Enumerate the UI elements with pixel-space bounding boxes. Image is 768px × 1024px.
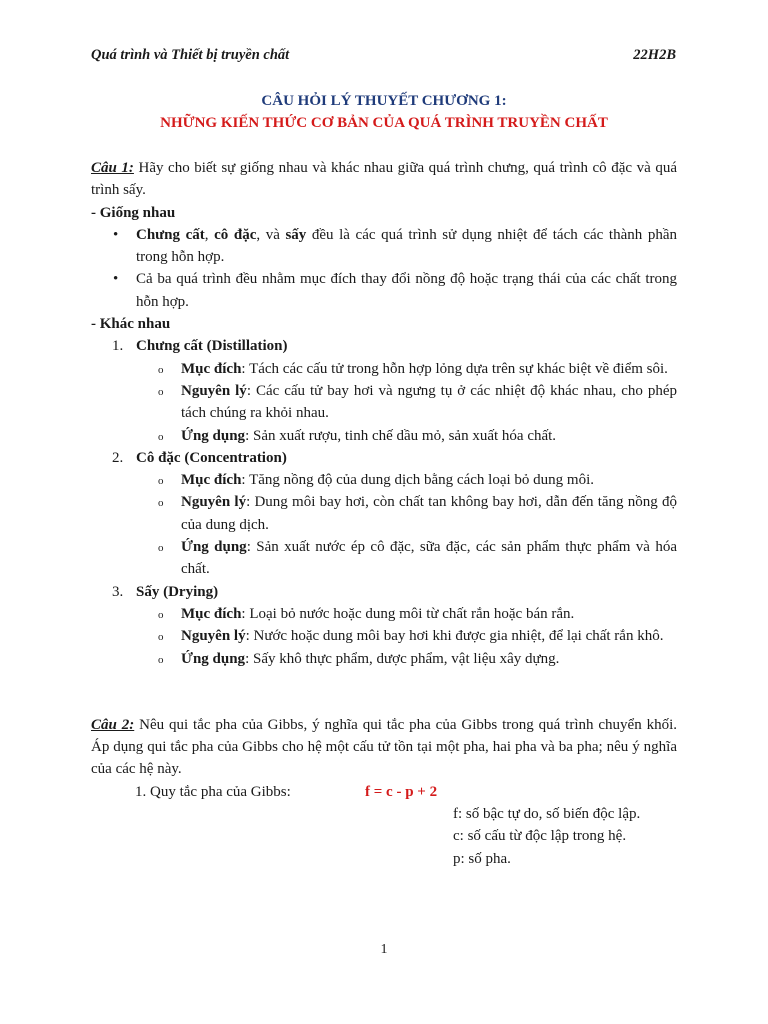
formula-definition: c: số cấu từ độc lập trong hệ. (453, 828, 627, 845)
bullet-icon: • (113, 271, 119, 288)
formula-definition: p: số pha. (453, 850, 511, 867)
gibbs-rule-row (91, 781, 677, 803)
circle-bullet-icon: o (158, 363, 164, 376)
spacer (91, 670, 677, 714)
gibbs-rule-label: 1. Quy tắc pha của Gibbs: (135, 783, 291, 800)
similarities-heading: - Giống nhau (91, 204, 176, 221)
list-number: 2. (112, 449, 124, 466)
formula-definition: f: số bậc tự do, số biến độc lập. (453, 806, 641, 823)
process-heading: 2. Cô đặc (Concentration) (91, 447, 677, 469)
question-1-text: Hãy cho biết sự giống nhau và khác nhau giữa quá trình chưng, quá trình cô đặc và quá trình sấy. (91, 160, 678, 199)
document-body (91, 157, 677, 870)
gibbs-formula: f = c - p + 2 (365, 783, 438, 800)
circle-bullet-icon: o (158, 542, 164, 555)
list-number: 3. (112, 583, 124, 600)
similarity-item: • Chưng cất, cô đặc, và sấy đều là các quá trình sử dụng nhiệt để tách các thành phần trong hỗn hợp. (91, 224, 677, 269)
question-2 (91, 714, 677, 781)
question-2-text: Nêu qui tắc pha của Gibbs, ý nghĩa qui tắc pha của Gibbs trong quá trình chuyển khối. Áp dụng qui tắc pha của Gibbs cho hệ một cấu tử tồn tại một pha, hai pha và ba pha; nêu ý nghĩa của các hệ này. (91, 716, 678, 778)
circle-bullet-icon: o (158, 653, 164, 666)
process-detail: o Ứng dụng: Sản xuất nước ép cô đặc, sữa đặc, các sản phẩm thực phẩm và hóa chất. (158, 539, 677, 578)
circle-bullet-icon: o (158, 385, 164, 398)
circle-bullet-icon: o (158, 497, 164, 510)
differences-heading: - Khác nhau (91, 316, 171, 333)
question-1 (91, 157, 677, 202)
process-heading: 3. Sấy (Drying) (91, 581, 677, 603)
process-detail: o Nguyên lý: Nước hoặc dung môi bay hơi khi được gia nhiệt, để lại chất rắn khô. (91, 625, 677, 647)
circle-bullet-icon: o (158, 430, 164, 443)
similarity-item: • Cả ba quá trình đều nhằm mục đích thay đổi nồng độ hoặc trạng thái của các chất trong hỗn hợp. (91, 268, 677, 313)
process-heading: 1. Chưng cất (Distillation) (91, 335, 677, 357)
process-detail: o Ứng dụng: Sản xuất rượu, tinh chế dầu mỏ, sản xuất hóa chất. (91, 425, 677, 447)
list-number: 1. (112, 338, 124, 355)
header-class-code: 22H2B (633, 47, 676, 63)
chapter-subtitle: NHỮNG KIẾN THỨC CƠ BẢN CỦA QUÁ TRÌNH TRUYỀN CHẤT (160, 115, 608, 131)
process-detail: o Mục đích: Tăng nồng độ của dung dịch bằng cách loại bỏ dung môi. (91, 469, 677, 491)
process-detail: o Nguyên lý: Dung môi bay hơi, còn chất tan không bay hơi, dẫn đến tăng nồng độ của dung dịch. (158, 494, 677, 533)
process-detail: o Nguyên lý: Các cấu tử bay hơi và ngưng tụ ở các nhiệt độ khác nhau, cho phép tách chúng ra khỏi nhau. (158, 382, 678, 422)
circle-bullet-icon: o (158, 475, 164, 488)
process-detail: o Mục đích: Loại bỏ nước hoặc dung môi từ chất rắn hoặc bán rắn. (91, 603, 677, 625)
circle-bullet-icon: o (158, 631, 164, 644)
header-course-title: Quá trình và Thiết bị truyền chất (91, 47, 290, 63)
process-detail: o Mục đích: Tách các cấu tử trong hỗn hợp lỏng dựa trên sự khác biệt về điểm sôi. (91, 358, 677, 380)
question-2-label: Câu 2: (91, 716, 135, 733)
page-number: 1 (380, 942, 388, 957)
chapter-title: CÂU HỎI LÝ THUYẾT CHƯƠNG 1: (261, 93, 507, 109)
circle-bullet-icon: o (158, 608, 164, 621)
bullet-icon: • (113, 226, 119, 243)
question-1-label: Câu 1: (91, 160, 134, 176)
process-detail: o Ứng dụng: Sấy khô thực phẩm, dược phẩm, vật liệu xây dựng. (91, 648, 677, 670)
